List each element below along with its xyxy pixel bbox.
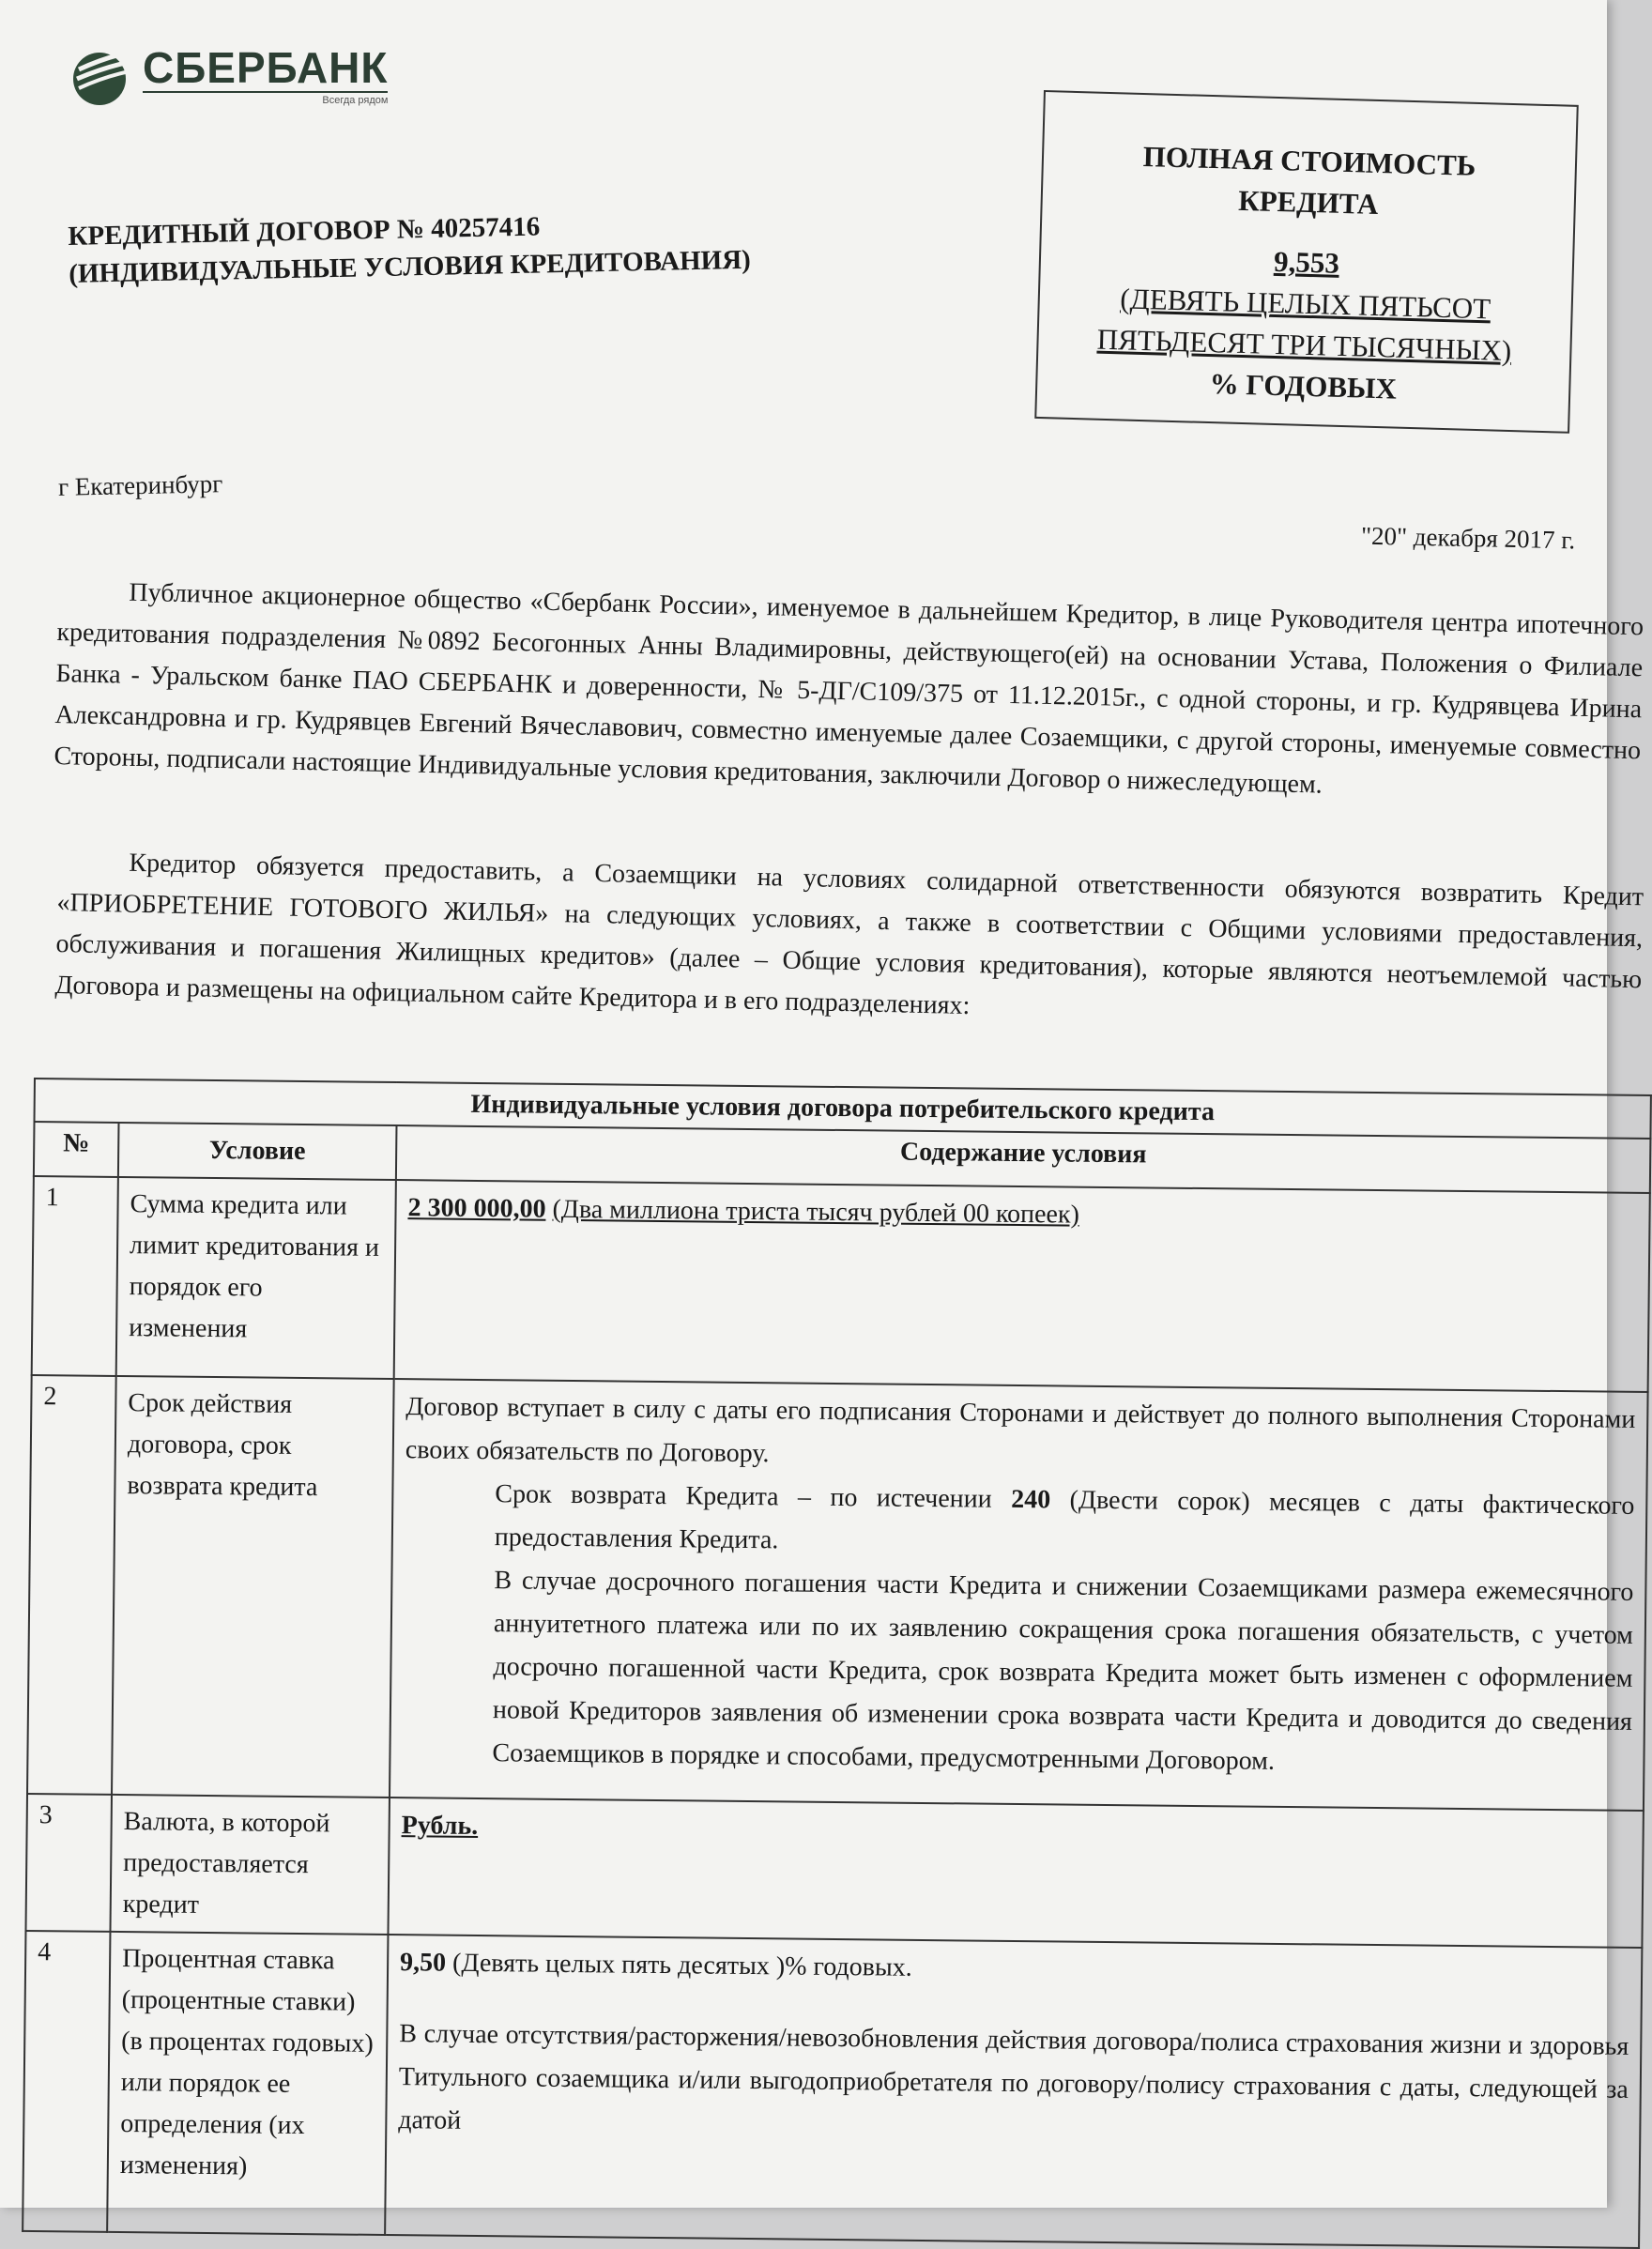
cost-heading-1: ПОЛНАЯ СТОИМОСТЬ xyxy=(1142,139,1476,182)
row-condition: Сумма кредита или лимит кредитования и порядок его изменения xyxy=(116,1177,396,1379)
term-text: Срок возврата Кредита – по истечении xyxy=(495,1479,1012,1514)
interest-rate-words: (Девять целых пять десятых )% годовых. xyxy=(445,1948,912,1982)
row-condition: Валюта, в которой предоставляется кредит xyxy=(110,1795,390,1935)
table-row xyxy=(23,1931,1642,2248)
bank-tagline: Всегда рядом xyxy=(322,95,389,107)
intro-paragraph: Публичное акционерное общество «Сбербанк России», именуемое в дальнейшем Кредитор, в лице Руководителя центра ипотечного кредитования подразделения №0892 Бесогонных Анны Владимировны, действующего(ей) на основании Устава, Положения о Филиале Банка - Уральском банке ПАО СБЕРБАНК и доверенности, № 5-ДГ/С109/375 от 11.12.2015г., с одной стороны, и гр. Кудрявцева Ирина Александровна и гр. Кудрявцев Евгений Вячеславович, совместно именуемые далее Созаемщики, с другой стороны, именуемые совместно Стороны, подписали настоящие Индивидуальные условия кредитования, заключили Договор о нижеследующем. xyxy=(54,577,1644,800)
obligation-paragraph: Кредитор обязуется предоставить, а Созаемщики на условиях солидарной ответственности обязуются возвратить Кредит «ПРИОБРЕТЕНИЕ ГОТОВОГО ЖИЛЬЯ» на следующих условиях, а также в соответствии с Общими условиями предоставления, обслуживания и погашения Жилищных кредитов» (далее – Общие условия кредитования), которые являются неотъемлемой частью Договора и размещены на официальном сайте Кредитора и в его подразделениях: xyxy=(54,848,1644,1021)
table-row xyxy=(32,1176,1650,1392)
bank-name: СБЕРБАНК xyxy=(143,42,389,92)
rate-paragraph-2: В случае отсутствия/расторжения/невозобновления действия договора/полиса страхования жизни и здоровья Титульного созаемщика и/или выгодоприобретателя по договору/полису страхования с даты, следующей за датой xyxy=(398,2019,1629,2135)
contract-title-line1: КРЕДИТНЫЙ ДОГОВОР № 40257416 xyxy=(68,211,541,252)
rate-line xyxy=(400,1941,1629,1997)
conditions-table xyxy=(22,1078,1652,2249)
contract-title xyxy=(68,204,751,293)
credit-amount-words: (Два миллиона триста тысяч рублей 00 копеек) xyxy=(552,1194,1080,1230)
table-row xyxy=(27,1375,1648,1811)
row-num: 3 xyxy=(25,1794,112,1932)
row-num: 4 xyxy=(23,1931,110,2232)
contract-date: "20" декабря 2017 г. xyxy=(1360,521,1576,555)
cost-words-1: (ДЕВЯТЬ ЦЕЛЫХ ПЯТЬСОТ xyxy=(1119,282,1491,326)
city: г Екатеринбург xyxy=(57,469,223,501)
header-num: № xyxy=(34,1122,119,1177)
cost-unit: % ГОДОВЫХ xyxy=(1209,367,1398,405)
row-condition: Процентная ставка (процентные ставки) (в процентах годовых) или порядок ее определения (их изменения) xyxy=(107,1932,388,2235)
row-condition: Срок действия договора, срок возврата кредита xyxy=(112,1376,394,1798)
sberbank-logo-icon xyxy=(66,41,133,109)
term-paragraph-2 xyxy=(405,1472,1635,1571)
term-months: 240 xyxy=(1011,1484,1051,1515)
term-paragraph-3: В случае досрочного погашения части Кредита и снижении Созаемщиками размера ежемесячного аннуитетного платежа или по их заявлению сокращения срока погашения обязательств, с учетом досрочно погашенной части Кредита, срок возврата Кредита может быть изменен с оформлением новой Кредиторов заявления об изменении срока возврата части Кредита и доводится до сведения Созаемщиков в порядке и способами, предусмотренными Договором. xyxy=(492,1566,1634,1776)
table-row xyxy=(25,1794,1643,1948)
contract-title-line2: (ИНДИВИДУАЛЬНЫЕ УСЛОВИЯ КРЕДИТОВАНИЯ) xyxy=(68,244,752,289)
total-credit-cost-box xyxy=(1034,90,1579,434)
conditions-table-wrapper xyxy=(22,1078,1652,2249)
term-paragraph-1: Договор вступает в силу с даты его подписания Сторонами и действует до полного выполнения Сторонами своих обязательств по Договору. xyxy=(405,1392,1636,1469)
term-text-post: (Двести сорок) месяцев с даты фактического предоставления Кредита. xyxy=(494,1485,1635,1555)
header-content: Содержание условия xyxy=(396,1125,1651,1193)
interest-rate: 9,50 xyxy=(399,1948,447,1978)
currency-value: Рубль. xyxy=(401,1811,479,1841)
row-content xyxy=(385,1935,1642,2248)
cost-words-2: ПЯТЬДЕСЯТ ТРИ ТЫСЯЧНЫХ) xyxy=(1096,322,1512,368)
cost-value: 9,553 xyxy=(1273,244,1340,280)
header-condition: Условие xyxy=(118,1123,397,1180)
cost-heading-2: КРЕДИТА xyxy=(1237,183,1379,221)
row-content xyxy=(394,1180,1650,1392)
table-caption: Индивидуальные условия договора потребительского кредита xyxy=(35,1079,1651,1139)
row-num: 2 xyxy=(27,1375,116,1795)
credit-amount: 2 300 000,00 xyxy=(407,1193,546,1224)
row-num: 1 xyxy=(32,1176,118,1376)
bank-logo xyxy=(66,41,388,109)
row-content xyxy=(390,1379,1648,1811)
row-content xyxy=(388,1798,1643,1948)
